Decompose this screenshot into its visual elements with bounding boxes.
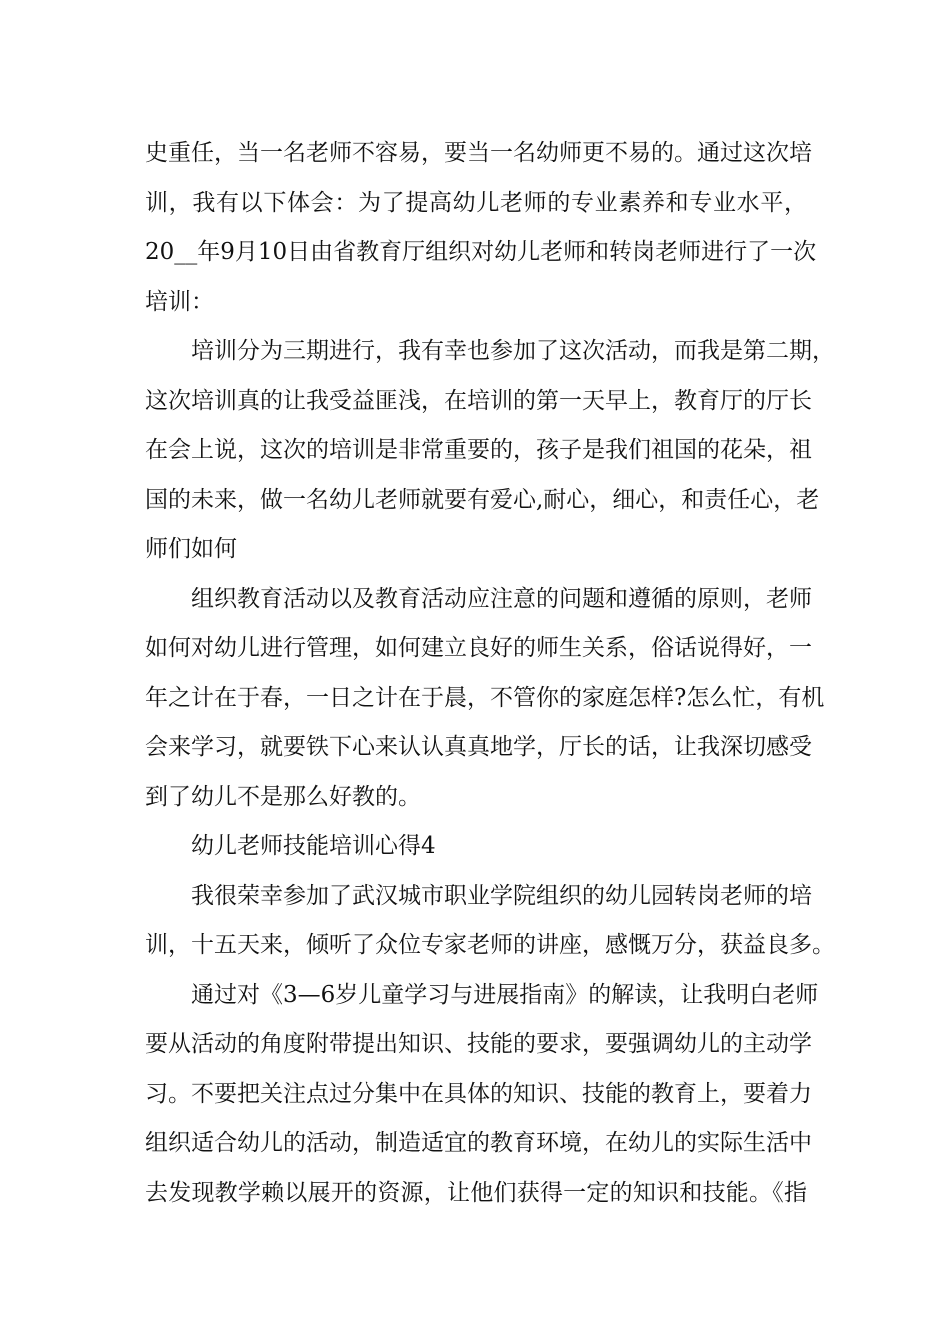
text-line: 会来学习，就要铁下心来认认真真地学，厅长的话，让我深切感受 — [145, 734, 812, 760]
text-line: 组织教育活动以及教育活动应注意的问题和遵循的原则，老师 — [191, 585, 812, 612]
text-line: 培训分为三期进行，我有幸也参加了这次活动，而我是第二期， — [191, 338, 835, 364]
text-line: 训，十五天来，倾听了众位专家老师的讲座，感慨万分，获益良多。 — [145, 932, 835, 958]
text-line: 在会上说，这次的培训是非常重要的，孩子是我们祖国的花朵，祖 — [145, 437, 812, 463]
text-line: 师们如何 — [145, 536, 237, 562]
text-line: 20__年9月10日由省教育厅组织对幼儿老师和转岗老师进行了一次 — [145, 239, 817, 265]
document-body — [145, 129, 835, 1218]
text-line: 史重任，当一名老师不容易，要当一名幼师更不易的。通过这次培 — [145, 140, 812, 166]
text-line: 国的未来，做一名幼儿老师就要有爱心,耐心，细心，和责任心，老 — [145, 486, 820, 513]
text-line: 训，我有以下体会：为了提高幼儿老师的专业素养和专业水平， — [145, 189, 807, 216]
text-line: 习。不要把关注点过分集中在具体的知识、技能的教育上，要着力 — [145, 1080, 812, 1107]
text-line: 要从活动的角度附带提出知识、技能的要求，要强调幼儿的主动学 — [145, 1031, 812, 1057]
text-line: 去发现教学赖以展开的资源，让他们获得一定的知识和技能。《指 — [145, 1179, 807, 1206]
text-line: 组织适合幼儿的活动，制造适宜的教育环境，在幼儿的实际生活中 — [145, 1130, 812, 1156]
text-line: 到了幼儿不是那么好教的。 — [145, 783, 421, 810]
text-line: 通过对《3—6岁儿童学习与进展指南》的解读，让我明白老师 — [191, 981, 819, 1008]
section-heading: 幼儿老师技能培训心得4 — [191, 833, 436, 859]
text-line: 培训： — [145, 288, 214, 315]
text-line: 这次培训真的让我受益匪浅，在培训的第一天早上，教育厅的厅长 — [145, 387, 812, 414]
text-line: 年之计在于春，一日之计在于晨，不管你的家庭怎样?怎么忙，有机 — [145, 684, 825, 711]
text-line: 如何对幼儿进行管理，如何建立良好的师生关系，俗话说得好，一 — [145, 635, 812, 661]
text-line: 我很荣幸参加了武汉城市职业学院组织的幼儿园转岗老师的培 — [191, 882, 812, 909]
